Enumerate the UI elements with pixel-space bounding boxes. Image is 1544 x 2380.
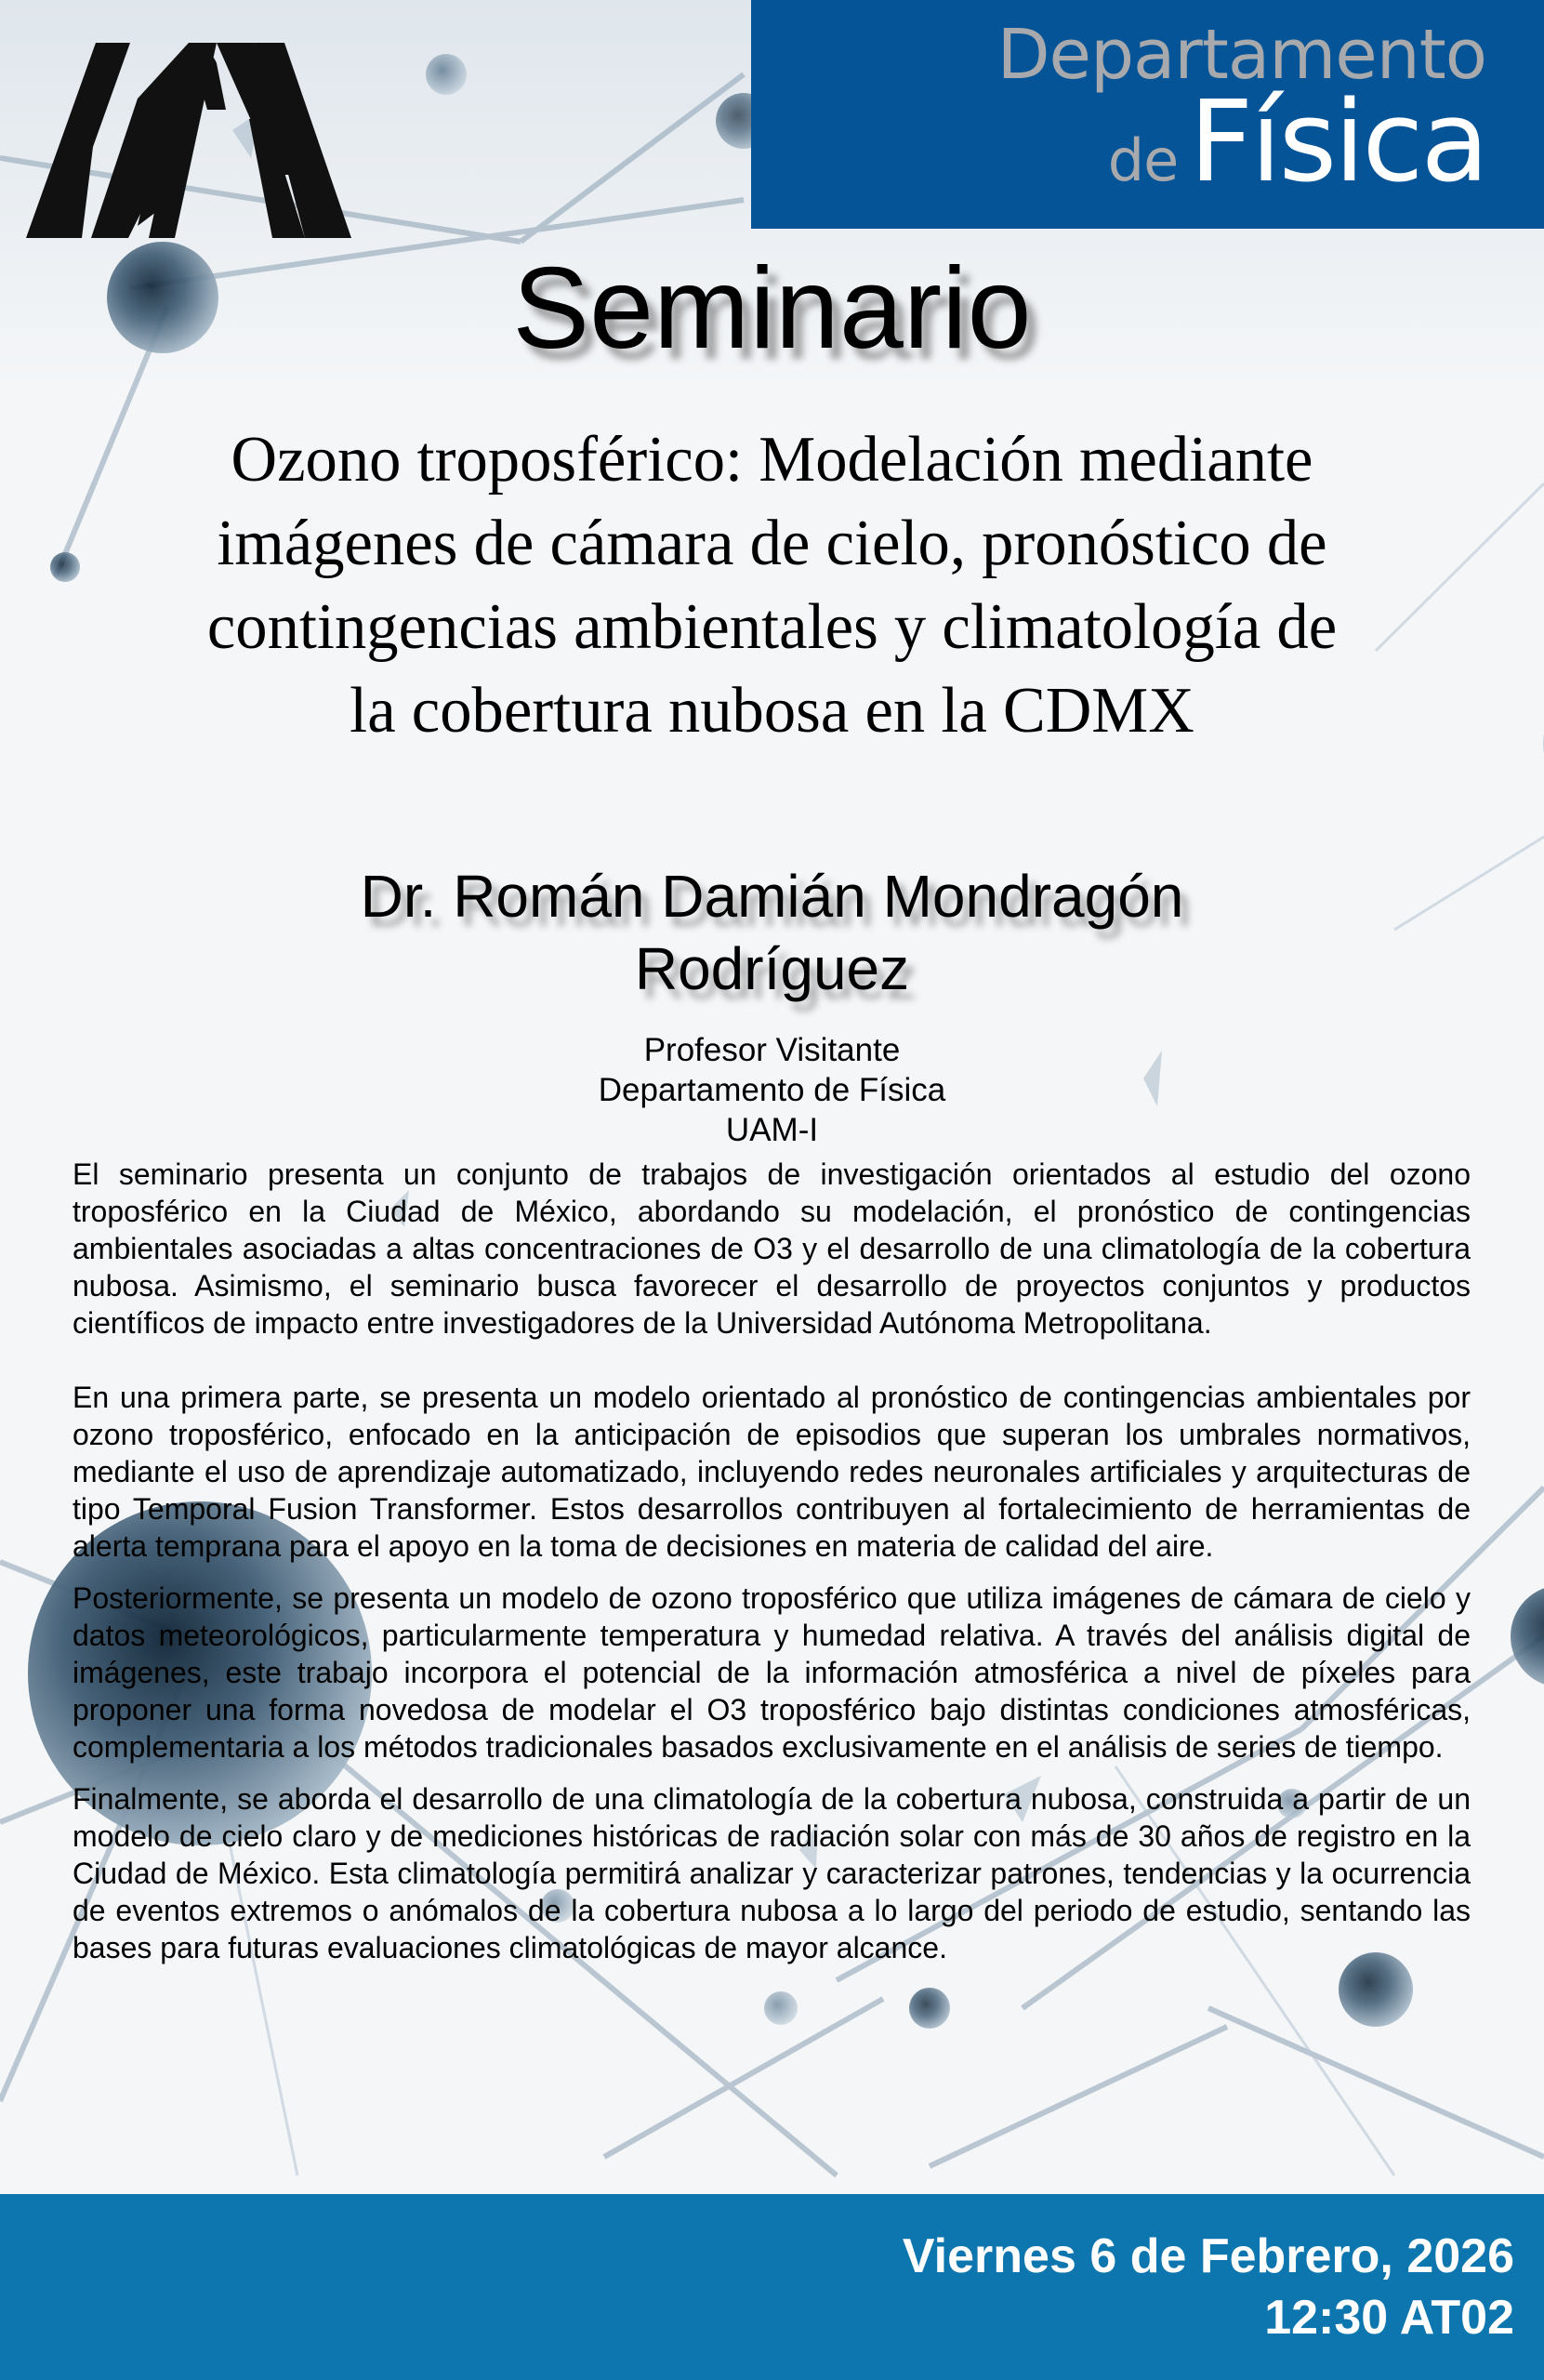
- department-label: Departamento: [996, 15, 1486, 95]
- event-type-heading: Seminario: [512, 245, 1032, 373]
- abstract-paragraph: El seminario presenta un conjunto de trabajos de investigación orientados al estudio del ozono troposférico en la Ciudad de México, abordando su modelación, el pronóstico de contingencias ambientales asociadas a altas concentraciones de O3 y el desarrollo de una climatología de la cobertura nubosa. Asimismo, el seminario busca favorecer el desarrollo de proyectos conjuntos y productos científicos de impacto entre investigadores de la Universidad Autónoma Metropolitana.: [73, 1157, 1471, 1340]
- talk-title-line: la cobertura nubosa en la CDMX: [350, 675, 1194, 747]
- event-date: Viernes 6 de Febrero, 2026: [902, 2229, 1514, 2283]
- uam-logo-mark: [26, 35, 351, 245]
- talk-title-line: imágenes de cámara de cielo, pronóstico de: [217, 508, 1327, 579]
- talk-title: [52, 418, 1492, 753]
- talk-title-line: contingencias ambientales y climatología de: [206, 591, 1338, 663]
- uam-logo: [26, 35, 351, 245]
- speaker-institution: UAM-I: [725, 1112, 819, 1148]
- department-name: Física: [1189, 78, 1486, 207]
- department-name-row: [1107, 78, 1486, 207]
- abstract: [73, 1156, 1471, 1966]
- event-details-footer: [0, 2194, 1544, 2380]
- speaker-affiliation: [0, 1030, 1544, 1150]
- event-time-location: 12:30 AT02: [1264, 2291, 1514, 2345]
- speaker-name-line: Rodríguez: [634, 935, 910, 1002]
- speaker-name: [0, 860, 1544, 1005]
- abstract-paragraph: Finalmente, se aborda el desarrollo de una climatología de la cobertura nubosa, construida a partir de un modelo de cielo claro y de mediciones históricas de radiación solar con más de 30 años de registro en la Ciudad de México. Esta climatología permitirá analizar y caracterizar patrones, tendencias y la ocurrencia de eventos extremos o anómalos de la cobertura nubosa a lo largo del periodo de estudio, sentando las bases para futuras evaluaciones climatológicas de mayor alcance.: [73, 1782, 1471, 1964]
- talk-title-line: Ozono troposférico: Modelación mediante: [231, 424, 1313, 496]
- abstract-paragraph: Posteriormente, se presenta un modelo de ozono troposférico que utiliza imágenes de cámara de cielo y datos meteorológicos, particularmente temperatura y humedad relativa. A través del análisis digital de imágenes, este trabajo incorpora el potencial de la información atmosférica a nivel de píxeles para proponer una forma novedosa de modelar el O3 troposférico bajo distintas condiciones atmosféricas, complementaria a los métodos tradicionales basados exclusivamente en el análisis de series de tiempo.: [73, 1581, 1471, 1764]
- speaker-position: Profesor Visitante: [643, 1032, 901, 1068]
- speaker-department: Departamento de Física: [598, 1072, 946, 1108]
- department-header: [751, 0, 1544, 229]
- abstract-paragraph: En una primera parte, se presenta un modelo orientado al pronóstico de contingencias ambientales por ozono troposférico, enfocado en la anticipación de episodios que superan los umbrales normativos, mediante el uso de aprendizaje automatizado, incluyendo redes neuronales artificiales y arquitecturas de tipo Temporal Fusion Transformer. Estos desarrollos contribuyen al fortalecimiento de herramientas de alerta temprana para el apoyo en la toma de decisiones en materia de calidad del aire.: [73, 1381, 1471, 1563]
- department-preposition: de: [1107, 126, 1179, 194]
- speaker-name-line: Dr. Román Damián Mondragón: [360, 863, 1184, 930]
